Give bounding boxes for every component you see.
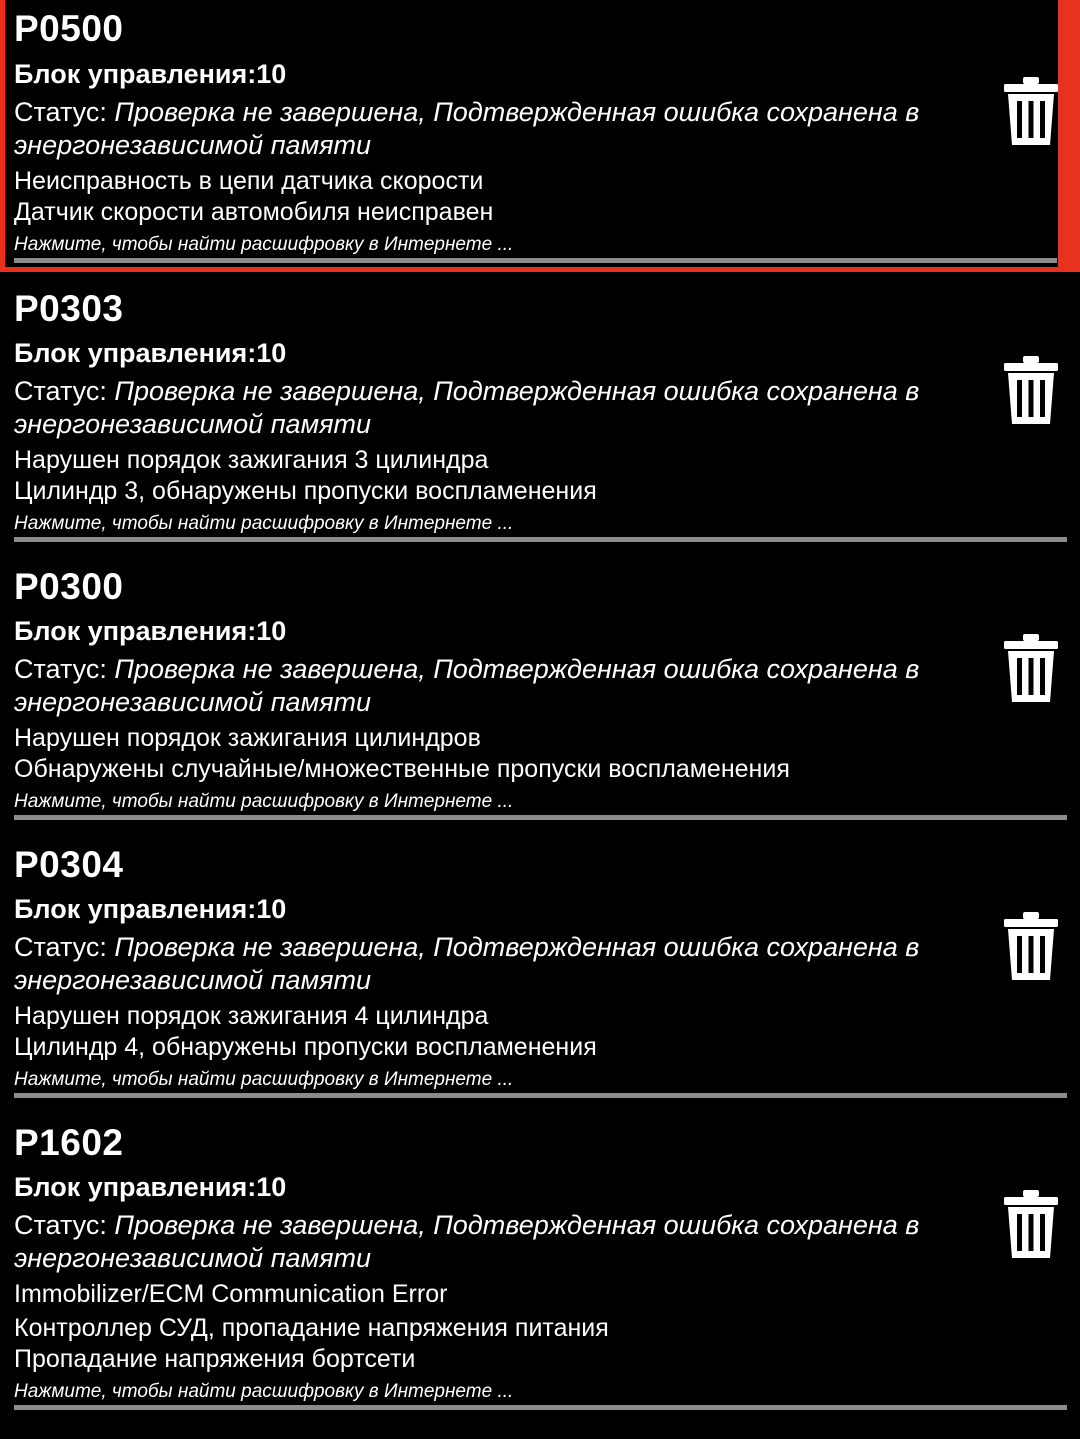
trash-icon[interactable]	[1003, 911, 1059, 981]
status-text	[14, 1209, 954, 1275]
status-text	[14, 931, 954, 997]
control-module-label: Блок управления:10	[14, 1172, 287, 1202]
status-label: Статус:	[14, 654, 107, 684]
status-value: Проверка не завершена, Подтвержденная ошибка сохранена в энергонезависимой памяти	[14, 97, 920, 160]
error-code: P1602	[14, 1122, 124, 1163]
search-online-link[interactable]: Нажмите, чтобы найти расшифровку в Интернете ...	[14, 1069, 514, 1090]
control-module-label: Блок управления:10	[14, 894, 287, 924]
error-description: Нарушен порядок зажигания 3 цилиндра	[14, 446, 489, 474]
status-value: Проверка не завершена, Подтвержденная ошибка сохранена в энергонезависимой памяти	[14, 654, 920, 717]
status-label: Статус:	[14, 932, 107, 962]
status-label: Статус:	[14, 1210, 107, 1240]
card-divider	[14, 537, 1067, 542]
control-module-label: Блок управления:10	[14, 338, 287, 368]
error-description: Immobilizer/ECM Communication Error	[14, 1280, 448, 1308]
trash-icon[interactable]	[1003, 1189, 1059, 1259]
error-card-p0500[interactable]	[0, 0, 1080, 272]
card-divider	[14, 1093, 1067, 1098]
error-description: Нарушен порядок зажигания цилиндров	[14, 724, 481, 752]
error-card-p0303[interactable]	[0, 280, 1080, 546]
error-card-p0300[interactable]	[0, 558, 1080, 824]
error-code: P0304	[14, 844, 124, 885]
search-online-link[interactable]: Нажмите, чтобы найти расшифровку в Интернете ...	[14, 791, 514, 812]
status-value: Проверка не завершена, Подтвержденная ошибка сохранена в энергонезависимой памяти	[14, 932, 920, 995]
trash-icon[interactable]	[1003, 76, 1059, 146]
error-description: Неисправность в цепи датчика скорости	[14, 167, 484, 195]
error-code: P0300	[14, 566, 124, 607]
status-label: Статус:	[14, 376, 107, 406]
error-description: Пропадание напряжения бортсети	[14, 1345, 416, 1373]
status-value: Проверка не завершена, Подтвержденная ошибка сохранена в энергонезависимой памяти	[14, 1210, 920, 1273]
status-text	[14, 375, 954, 441]
error-card-p0304[interactable]	[0, 836, 1080, 1102]
card-divider	[14, 815, 1067, 820]
status-text	[14, 96, 954, 162]
control-module-label: Блок управления:10	[14, 59, 287, 89]
control-module-label: Блок управления:10	[14, 616, 287, 646]
error-card-p1602[interactable]	[0, 1114, 1080, 1414]
card-divider	[14, 1405, 1067, 1410]
status-label: Статус:	[14, 97, 107, 127]
search-online-link[interactable]: Нажмите, чтобы найти расшифровку в Интернете ...	[14, 513, 514, 534]
trash-icon[interactable]	[1003, 633, 1059, 703]
error-description: Цилиндр 3, обнаружены пропуски воспламенения	[14, 477, 597, 505]
status-text	[14, 653, 954, 719]
error-description: Контроллер СУД, пропадание напряжения питания	[14, 1314, 609, 1342]
search-online-link[interactable]: Нажмите, чтобы найти расшифровку в Интернете ...	[14, 234, 514, 255]
error-code: P0500	[14, 8, 124, 49]
highlight-frame-edge	[1058, 0, 1075, 267]
search-online-link[interactable]: Нажмите, чтобы найти расшифровку в Интернете ...	[14, 1381, 514, 1402]
card-divider	[14, 258, 1057, 263]
error-description: Датчик скорости автомобиля неисправен	[14, 198, 494, 226]
error-code: P0303	[14, 288, 124, 329]
status-value: Проверка не завершена, Подтвержденная ошибка сохранена в энергонезависимой памяти	[14, 376, 920, 439]
error-description: Обнаружены случайные/множественные пропуски воспламенения	[14, 755, 790, 783]
error-description: Нарушен порядок зажигания 4 цилиндра	[14, 1002, 489, 1030]
error-description: Цилиндр 4, обнаружены пропуски воспламенения	[14, 1033, 597, 1061]
trash-icon[interactable]	[1003, 355, 1059, 425]
